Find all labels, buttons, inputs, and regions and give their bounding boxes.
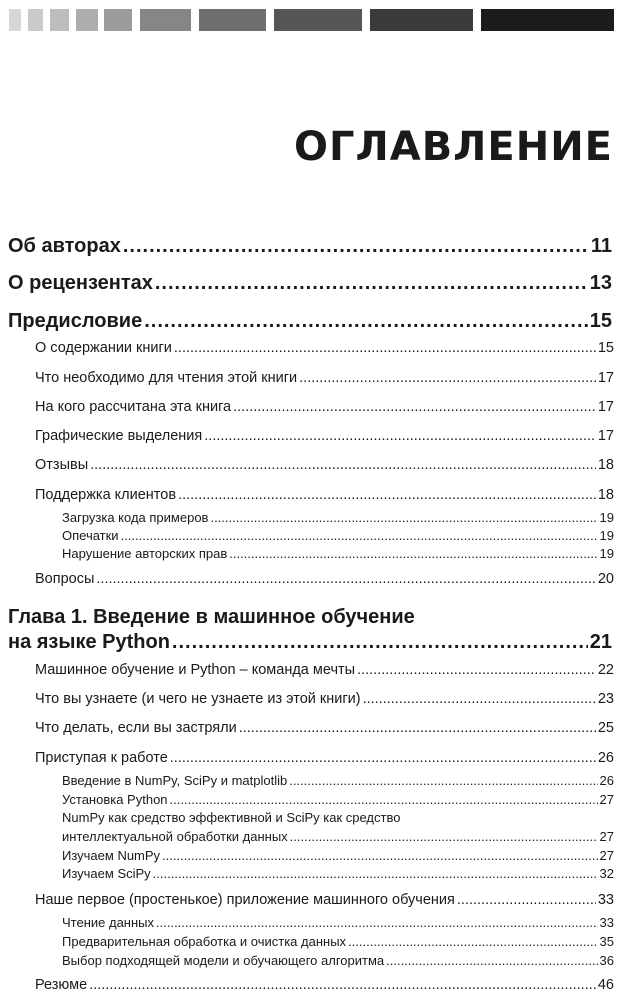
toc-entry-page: 17 — [597, 399, 614, 415]
toc-entry[interactable] — [35, 571, 614, 587]
toc-entry-title: Что вы узнаете (и чего не узнаете из этой книги) — [35, 691, 361, 707]
toc-entry-title[interactable]: NumPy как средство эффективной и SciPy как средство — [62, 810, 401, 825]
toc-entry-page: 36 — [599, 953, 614, 968]
toc-entry[interactable] — [35, 892, 614, 908]
toc-entry-page: 17 — [597, 370, 614, 386]
toc-entry[interactable] — [35, 691, 614, 707]
toc-entry-title: интеллектуальной обработки данных — [62, 829, 288, 844]
dot-leader — [174, 340, 596, 356]
dot-leader — [170, 792, 598, 807]
toc-entry[interactable] — [35, 340, 614, 356]
toc-entry[interactable] — [62, 792, 614, 807]
toc-entry-title: Приступая к работе — [35, 750, 168, 766]
toc-entry[interactable] — [62, 915, 614, 930]
toc-entry[interactable] — [8, 631, 612, 654]
toc-entry[interactable] — [35, 370, 614, 386]
toc-entry[interactable] — [35, 428, 614, 444]
toc-entry-page: 19 — [599, 528, 614, 543]
toc-entry-title: Предварительная обработка и очистка данных — [62, 934, 347, 949]
toc-entry-page: 22 — [597, 662, 614, 678]
dot-leader — [357, 662, 596, 678]
toc-entry-title: Введение в NumPy, SciPy и matplotlib — [62, 773, 288, 788]
toc-entry[interactable] — [62, 934, 614, 949]
toc-entry-title: Вопросы — [35, 571, 95, 587]
dot-leader — [348, 934, 597, 949]
dot-leader — [457, 892, 596, 908]
toc-entry-title: О рецензентах — [8, 272, 153, 294]
dot-leader — [210, 510, 597, 525]
toc-entry[interactable] — [8, 272, 612, 295]
dot-leader — [299, 370, 596, 386]
toc-entry[interactable] — [35, 487, 614, 503]
toc-chapter-title[interactable]: Глава 1. Введение в машинное обучение — [8, 606, 415, 628]
toc-entry[interactable] — [62, 866, 614, 881]
toc-entry-page: 20 — [597, 571, 614, 587]
toc-entry-title: Что делать, если вы застряли — [35, 720, 237, 736]
dot-leader — [386, 953, 597, 968]
toc-entry[interactable] — [35, 399, 614, 415]
toc-entry-page: 26 — [599, 773, 614, 788]
toc-entry[interactable] — [35, 662, 614, 678]
dot-leader — [289, 773, 597, 788]
dot-leader — [239, 720, 596, 736]
toc-entry-page: 18 — [597, 457, 614, 473]
toc-entry[interactable] — [35, 750, 614, 766]
toc-entry-title: Машинное обучение и Python – команда мечты — [35, 662, 356, 678]
toc-entry-title: О содержании книги — [35, 340, 172, 356]
toc-entry-page: 26 — [597, 750, 614, 766]
toc-entry-title: Чтение данных — [62, 915, 155, 930]
toc-entry-page: 17 — [597, 428, 614, 444]
toc-entry[interactable] — [62, 848, 614, 863]
toc-entry-page: 46 — [597, 977, 614, 993]
toc-entry-title: на языке Python — [8, 631, 170, 653]
dot-leader — [123, 235, 589, 258]
toc-entry-page: 15 — [589, 310, 612, 332]
dot-leader — [89, 977, 596, 993]
toc-entry-title: Выбор подходящей модели и обучающего алгоритма — [62, 953, 385, 968]
toc-entry-title: Нарушение авторских прав — [62, 546, 228, 561]
toc-entry[interactable] — [62, 953, 614, 968]
toc-entry-title: Об авторах — [8, 235, 121, 257]
toc-entry-page: 13 — [589, 272, 612, 294]
toc-entry-title: Поддержка клиентов — [35, 487, 177, 503]
toc-entry-title: Резюме — [35, 977, 88, 993]
toc-entry[interactable] — [35, 720, 614, 736]
dot-leader — [204, 428, 596, 444]
toc-entry[interactable] — [62, 773, 614, 788]
dot-leader — [233, 399, 596, 415]
dot-leader — [162, 848, 597, 863]
dot-leader — [156, 915, 598, 930]
dot-leader — [290, 829, 598, 844]
toc-entry-title: Загрузка кода примеров — [62, 510, 209, 525]
toc-entry-page: 35 — [599, 934, 614, 949]
toc-entry-title: Графические выделения — [35, 428, 203, 444]
toc-entry-title: Изучаем NumPy — [62, 848, 161, 863]
toc-entry-page: 33 — [597, 892, 614, 908]
toc-entry[interactable] — [62, 829, 614, 844]
toc-entry-page: 18 — [597, 487, 614, 503]
toc-entry[interactable] — [8, 235, 612, 258]
toc-entry[interactable] — [8, 310, 612, 333]
dot-leader — [229, 546, 597, 561]
dot-leader — [90, 457, 596, 473]
toc-entry-page: 11 — [590, 235, 612, 257]
dot-leader — [170, 750, 596, 766]
toc-entry-page: 27 — [599, 829, 614, 844]
dot-leader — [144, 310, 588, 333]
toc-entry-page: 19 — [599, 546, 614, 561]
toc-entry[interactable] — [35, 977, 614, 993]
toc-entry[interactable] — [62, 528, 614, 543]
toc-entry-page: 19 — [599, 510, 614, 525]
dot-leader — [121, 528, 598, 543]
toc-entry[interactable] — [62, 510, 614, 525]
toc-entry-page: 23 — [597, 691, 614, 707]
toc-entry-page: 33 — [599, 915, 614, 930]
dot-leader — [153, 866, 598, 881]
toc-entry-title: Отзывы — [35, 457, 89, 473]
toc-entry-title: Установка Python — [62, 792, 168, 807]
toc-entry-title: Что необходимо для чтения этой книги — [35, 370, 298, 386]
dot-leader — [155, 272, 588, 295]
toc-entry[interactable] — [35, 457, 614, 473]
toc-entry-title: Опечатки — [62, 528, 119, 543]
toc-entry[interactable] — [62, 546, 614, 561]
toc-entry-title: Предисловие — [8, 310, 143, 332]
toc-entry-page: 27 — [599, 848, 614, 863]
toc-entry-page: 27 — [599, 792, 614, 807]
dot-leader — [178, 487, 596, 503]
dot-leader — [172, 631, 588, 654]
toc-entry-page: 21 — [589, 631, 612, 653]
toc-entry-page: 25 — [597, 720, 614, 736]
toc-entry-page: 15 — [597, 340, 614, 356]
dot-leader — [96, 571, 595, 587]
toc-entry-page: 32 — [599, 866, 614, 881]
toc-entry-title: Изучаем SciPy — [62, 866, 151, 881]
toc-entry-title: На кого рассчитана эта книга — [35, 399, 232, 415]
dot-leader — [363, 691, 596, 707]
page-title: ОГЛАВЛЕНИЕ — [294, 124, 613, 170]
toc-entry-title: Наше первое (простенькое) приложение машинного обучения — [35, 892, 455, 908]
